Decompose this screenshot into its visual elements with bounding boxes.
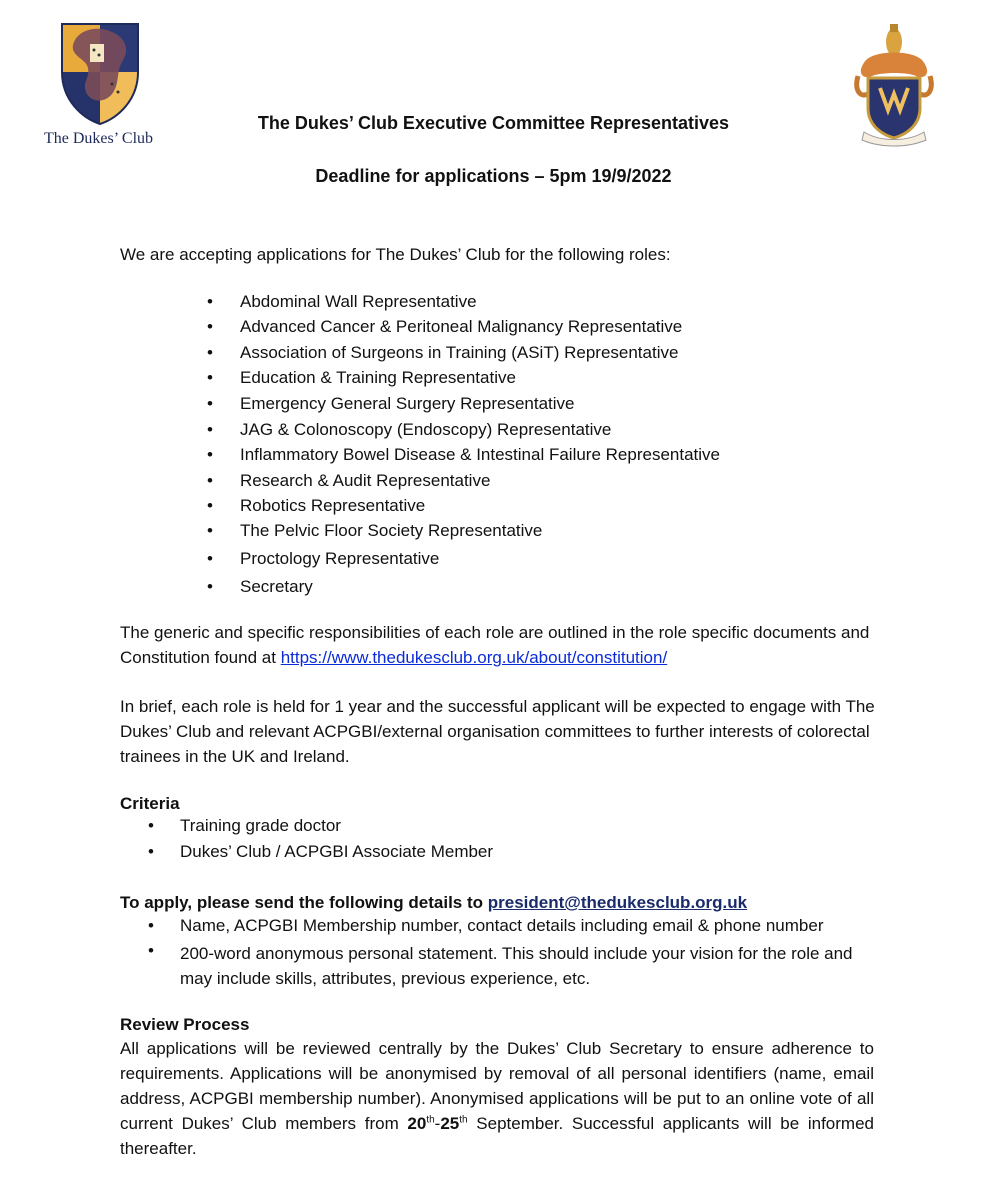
- responsibilities-text: The generic and specific responsibilities of each role are outlined in the role specific documents and Constitution found at: [120, 623, 870, 667]
- role-label: Research & Audit Representative: [240, 471, 491, 490]
- role-label: Robotics Representative: [240, 496, 426, 515]
- bullet-icon: •: [207, 496, 213, 515]
- role-label: Association of Surgeons in Training (ASiT) Representative: [240, 343, 679, 362]
- constitution-link[interactable]: https://www.thedukesclub.org.uk/about/constitution/: [280, 648, 668, 667]
- bullet-icon: •: [207, 394, 213, 413]
- bullet-icon: •: [207, 420, 213, 439]
- review-date-end-suffix: th: [459, 1114, 468, 1126]
- review-text-after: September. Successful applicants will be informed thereafter.: [120, 1114, 874, 1158]
- bullet-icon: •: [207, 521, 213, 540]
- role-label: Secretary: [240, 577, 313, 596]
- bullet-icon: •: [207, 471, 213, 490]
- review-text: All applications will be reviewed centrally by the Dukes’ Club Secretary to ensure adherence to requirements. Applications will be anonymised by removal of all personal identifiers (name, email address, ACPGBI membership number). Anonymised applications will be put to an online vote of all current Dukes’ Club members from: [120, 1039, 874, 1133]
- brief-paragraph: In brief, each role is held for 1 year and the successful applicant will be expected to engage with The Dukes’ Club and relevant ACPGBI/external organisation committees to further interests of colorectal trainees in the UK and Ireland.: [120, 697, 875, 766]
- apply-item-text: 200-word anonymous personal statement. This should include your vision for the role and may include skills, attributes, previous experience, etc.: [180, 944, 853, 988]
- president-email-link[interactable]: president@thedukesclub.org.uk: [487, 893, 748, 912]
- bullet-icon: •: [207, 368, 213, 387]
- review-date-start: 20: [407, 1114, 427, 1133]
- bullet-icon: •: [148, 941, 154, 960]
- criteria-label: Training grade doctor: [180, 816, 341, 835]
- review-heading: Review Process: [120, 1015, 250, 1034]
- bullet-icon: •: [207, 577, 213, 596]
- role-label: JAG & Colonoscopy (Endoscopy) Representative: [240, 420, 612, 439]
- intro-text: We are accepting applications for The Dukes’ Club for the following roles:: [120, 245, 671, 264]
- bullet-icon: •: [207, 549, 213, 568]
- review-date-start-suffix: th: [426, 1114, 435, 1126]
- role-label: Advanced Cancer & Peritoneal Malignancy Representative: [240, 317, 683, 336]
- apply-heading: To apply, please send the following details to: [120, 893, 484, 912]
- apply-item-text: Name, ACPGBI Membership number, contact details including email & phone number: [180, 916, 824, 935]
- bullet-icon: •: [148, 842, 154, 861]
- responsibilities-paragraph: [120, 620, 880, 670]
- role-label: Proctology Representative: [240, 549, 440, 568]
- review-date-separator: -: [434, 1114, 441, 1133]
- apply-heading-line: [120, 890, 880, 915]
- criteria-label: Dukes’ Club / ACPGBI Associate Member: [180, 842, 494, 861]
- review-date-end: 25: [440, 1114, 460, 1133]
- bullet-icon: •: [207, 343, 213, 362]
- page-title: The Dukes’ Club Executive Committee Representatives: [257, 113, 730, 133]
- bullet-icon: •: [148, 916, 154, 935]
- criteria-heading: Criteria: [120, 794, 180, 813]
- role-label: Emergency General Surgery Representative: [240, 394, 575, 413]
- logo-caption: The Dukes’ Club: [44, 130, 154, 147]
- bullet-icon: •: [207, 317, 213, 336]
- acpgbi-crest-logo: [852, 20, 936, 155]
- role-label: Inflammatory Bowel Disease & Intestinal Failure Representative: [240, 445, 720, 464]
- bullet-icon: •: [148, 816, 154, 835]
- deadline-heading: Deadline for applications – 5pm 19/9/2022: [315, 166, 672, 186]
- dukes-club-shield-icon: [60, 22, 140, 126]
- review-paragraph: [120, 1036, 874, 1161]
- role-label: Education & Training Representative: [240, 368, 516, 387]
- role-label: Abdominal Wall Representative: [240, 292, 477, 311]
- role-label: The Pelvic Floor Society Representative: [240, 521, 543, 540]
- bullet-icon: •: [207, 292, 213, 311]
- bullet-icon: •: [207, 445, 213, 464]
